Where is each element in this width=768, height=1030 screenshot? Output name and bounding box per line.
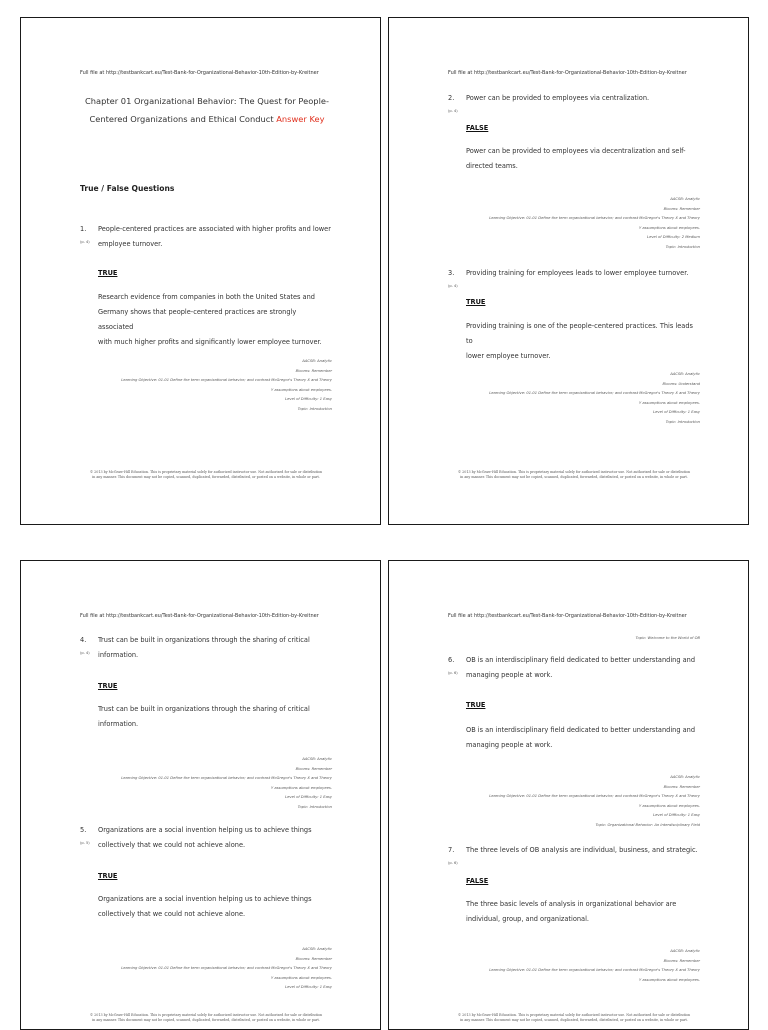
question-number: 5. (80, 826, 87, 834)
copyright-notice (448, 1013, 700, 1023)
meta-learning-objective-cont: Y assumptions about employees. (638, 400, 700, 405)
copyright-line: in any manner. This document may not be copied, scanned, duplicated, forwarded, distributed, or posted on a website, in whole or part. (92, 475, 320, 479)
question-number: 6. (448, 656, 455, 664)
question-text-line: People-centered practices are associated with higher profits and lower (98, 225, 331, 233)
page-reference: (p. 4) (80, 240, 90, 244)
question-text-line: Power can be provided to employees via centralization. (466, 94, 650, 102)
question-text-line: employee turnover. (98, 240, 163, 248)
question-number: 7. (448, 846, 455, 854)
question-text-line: Organizations are a social invention helping us to achieve things (98, 826, 312, 834)
meta-learning-objective-cont: Y assumptions about employees. (638, 977, 700, 982)
question-text-line: Providing training for employees leads to lower employee turnover. (466, 269, 689, 277)
meta-difficulty: Level of Difficulty: 1 Easy (653, 813, 700, 817)
section-title: True / False Questions (80, 184, 175, 193)
answer-label: TRUE (98, 269, 118, 277)
explanation-line: Germany shows that people-centered practices are strongly associated (98, 308, 297, 331)
explanation-line: lower employee turnover. (466, 352, 551, 360)
question-number: 1. (80, 225, 87, 233)
question-text (98, 633, 332, 663)
meta-difficulty: Level of Difficulty: 2 Medium (647, 235, 700, 239)
question-3 (448, 266, 700, 281)
meta-learning-objective: Learning Objective: 01-01 Define the term organizational behavior; and contrast McGregor's Theory X and Theory (121, 966, 332, 970)
explanation-line: OB is an interdisciplinary field dedicated to better understanding and (466, 726, 696, 734)
question-number: 4. (80, 636, 87, 644)
document-page-2 (388, 17, 749, 525)
explanation-line: individual, group, and organizational. (466, 915, 590, 923)
copyright-line: in any manner. This document may not be copied, scanned, duplicated, forwarded, distributed, or posted on a website, in whole or part. (460, 1018, 688, 1022)
question-text-line: managing people at work. (466, 671, 553, 679)
explanation-line: Research evidence from companies in both the United States and (98, 293, 315, 301)
meta-blooms: Blooms: Remember (295, 956, 332, 961)
document-page-4 (388, 560, 749, 1030)
copyright-notice (448, 470, 700, 480)
meta-difficulty: Level of Difficulty: 1 Easy (653, 410, 700, 414)
explanation-line: Power can be provided to employees via decentralization and self- (466, 147, 686, 155)
page-reference: (p. 4) (448, 109, 458, 113)
meta-aacsb: AACSB: Analytic (302, 359, 332, 363)
copyright-notice (80, 470, 332, 480)
answer-explanation (466, 144, 700, 174)
meta-learning-objective: Learning Objective: 01-01 Define the term organizational behavior; and contrast McGregor's Theory X and Theory (121, 776, 332, 780)
question-metadata (434, 195, 700, 252)
answer-label: TRUE (98, 682, 118, 690)
meta-learning-objective-cont: Y assumptions about employees. (638, 803, 700, 808)
meta-aacsb: AACSB: Analytic (670, 197, 700, 201)
copyright-line: © 2013 by McGraw-Hill Education. This is proprietary material solely for authorized instructor use. Not authorized for sale or distribution (457, 1013, 691, 1017)
question-metadata (66, 357, 332, 414)
question-text-line: The three levels of OB analysis are individual, business, and strategic. (466, 846, 698, 854)
copyright-line: © 2013 by McGraw-Hill Education. This is proprietary material solely for authorized instructor use. Not authorized for sale or distribution (89, 1013, 323, 1017)
meta-difficulty: Level of Difficulty: 1 Easy (285, 985, 332, 989)
explanation-line: The three basic levels of analysis in organizational behavior are (466, 900, 677, 908)
meta-aacsb: AACSB: Analytic (670, 949, 700, 953)
meta-blooms: Blooms: Remember (663, 958, 700, 963)
meta-topic: Topic: Introduction (297, 804, 332, 809)
question-metadata (66, 945, 332, 993)
question-7 (448, 843, 700, 858)
answer-explanation (466, 723, 700, 753)
answer-explanation (466, 897, 700, 927)
page-header-url: Full file at http://testbankcart.eu/Test-Bank-for-Organizational-Behavior-10th-Edition-by-Kreitner (448, 70, 687, 76)
answer-explanation (98, 892, 332, 922)
question-text (466, 266, 700, 281)
copyright-notice (80, 1013, 332, 1023)
question-metadata (434, 370, 700, 427)
answer-label: FALSE (466, 877, 489, 885)
meta-learning-objective-cont: Y assumptions about employees. (638, 225, 700, 230)
explanation-line: information. (98, 720, 139, 728)
question-2 (448, 91, 700, 106)
meta-topic: Topic: Introduction (665, 244, 700, 249)
meta-difficulty: Level of Difficulty: 1 Easy (285, 397, 332, 401)
explanation-line: with much higher profits and significantly lower employee turnover. (98, 338, 322, 346)
meta-topic: Topic: Introduction (297, 406, 332, 411)
explanation-line: Trust can be built in organizations through the sharing of critical (98, 705, 310, 713)
meta-learning-objective-cont: Y assumptions about employees. (270, 975, 332, 980)
explanation-line: Providing training is one of the people-centered practices. This leads to (466, 322, 693, 345)
copyright-line: © 2013 by McGraw-Hill Education. This is proprietary material solely for authorized instructor use. Not authorized for sale or distribution (457, 470, 691, 474)
answer-label: FALSE (466, 124, 489, 132)
question-text (98, 823, 332, 853)
question-5 (80, 823, 332, 853)
meta-learning-objective-cont: Y assumptions about employees. (270, 785, 332, 790)
question-4 (80, 633, 332, 663)
explanation-line: Organizations are a social invention helping us to achieve things (98, 895, 312, 903)
page-reference: (p. 4) (448, 284, 458, 288)
question-text-line: OB is an interdisciplinary field dedicated to better understanding and (466, 656, 696, 664)
copyright-line: in any manner. This document may not be copied, scanned, duplicated, forwarded, distributed, or posted on a website, in whole or part. (460, 475, 688, 479)
page-header-url: Full file at http://testbankcart.eu/Test-Bank-for-Organizational-Behavior-10th-Edition-by-Kreitner (80, 70, 319, 76)
question-number: 2. (448, 94, 455, 102)
copyright-line: © 2013 by McGraw-Hill Education. This is proprietary material solely for authorized instructor use. Not authorized for sale or distribution (89, 470, 323, 474)
meta-learning-objective-cont: Y assumptions about employees. (270, 387, 332, 392)
question-metadata (434, 947, 700, 985)
answer-label: TRUE (466, 298, 486, 306)
question-number: 3. (448, 269, 455, 277)
meta-blooms: Blooms: Remember (663, 784, 700, 789)
question-text (466, 653, 700, 683)
meta-blooms: Blooms: Remember (663, 206, 700, 211)
meta-learning-objective: Learning Objective: 01-01 Define the term organizational behavior; and contrast McGregor's Theory X and Theory (489, 794, 700, 798)
meta-learning-objective: Learning Objective: 01-01 Define the term organizational behavior; and contrast McGregor's Theory X and Theory (121, 378, 332, 382)
answer-key-label: Answer Key (276, 114, 325, 124)
page-header-url: Full file at http://testbankcart.eu/Test-Bank-for-Organizational-Behavior-10th-Edition-by-Kreitner (80, 613, 319, 619)
meta-blooms: Blooms: Remember (295, 368, 332, 373)
chapter-title (74, 92, 340, 128)
question-text (466, 91, 700, 106)
question-text-line: information. (98, 651, 139, 659)
meta-aacsb: AACSB: Analytic (670, 372, 700, 376)
page-reference: (p. 6) (448, 861, 458, 865)
explanation-line: directed teams. (466, 162, 518, 170)
question-metadata (66, 755, 332, 812)
answer-explanation (466, 319, 700, 364)
meta-difficulty: Level of Difficulty: 1 Easy (285, 795, 332, 799)
document-page-1 (20, 17, 381, 525)
page-header-url: Full file at http://testbankcart.eu/Test-Bank-for-Organizational-Behavior-10th-Edition-by-Kreitner (448, 613, 687, 619)
meta-aacsb: AACSB: Analytic (302, 757, 332, 761)
document-page-3 (20, 560, 381, 1030)
answer-label: TRUE (466, 701, 486, 709)
page-reference: (p. 4) (80, 651, 90, 655)
chapter-title-line-2: Centered Organizations and Ethical Conduct (89, 114, 274, 124)
explanation-line: collectively that we could not achieve alone. (98, 910, 246, 918)
meta-learning-objective: Learning Objective: 01-01 Define the term organizational behavior; and contrast McGregor's Theory X and Theory (489, 968, 700, 972)
question-1 (80, 222, 332, 252)
meta-topic: Topic: Introduction (665, 419, 700, 424)
page-reference: (p. 6) (448, 671, 458, 675)
meta-aacsb: AACSB: Analytic (302, 947, 332, 951)
answer-label: TRUE (98, 872, 118, 880)
answer-explanation (98, 702, 332, 732)
answer-explanation (98, 290, 332, 350)
question-text-line: collectively that we could not achieve alone. (98, 841, 246, 849)
meta-topic: Topic: Organizational Behavior: An Interdisciplinary Field (595, 822, 700, 827)
question-text (98, 222, 332, 252)
question-text-line: Trust can be built in organizations through the sharing of critical (98, 636, 310, 644)
copyright-line: in any manner. This document may not be copied, scanned, duplicated, forwarded, distributed, or posted on a website, in whole or part. (92, 1018, 320, 1022)
meta-topic: Topic: Welcome to the World of OB (635, 636, 700, 640)
meta-learning-objective: Learning Objective: 01-01 Define the term organizational behavior; and contrast McGregor's Theory X and Theory (489, 216, 700, 220)
explanation-line: managing people at work. (466, 741, 553, 749)
chapter-title-line-1: Chapter 01 Organizational Behavior: The Quest for People- (85, 96, 329, 106)
meta-learning-objective: Learning Objective: 01-01 Define the term organizational behavior; and contrast McGregor's Theory X and Theory (489, 391, 700, 395)
meta-blooms: Blooms: Remember (295, 766, 332, 771)
page-topic-header (434, 634, 700, 644)
meta-aacsb: AACSB: Analytic (670, 775, 700, 779)
question-6 (448, 653, 700, 683)
question-text (466, 843, 700, 858)
question-metadata (434, 773, 700, 830)
meta-blooms: Blooms: Understand (662, 381, 700, 386)
page-reference: (p. 5) (80, 841, 90, 845)
